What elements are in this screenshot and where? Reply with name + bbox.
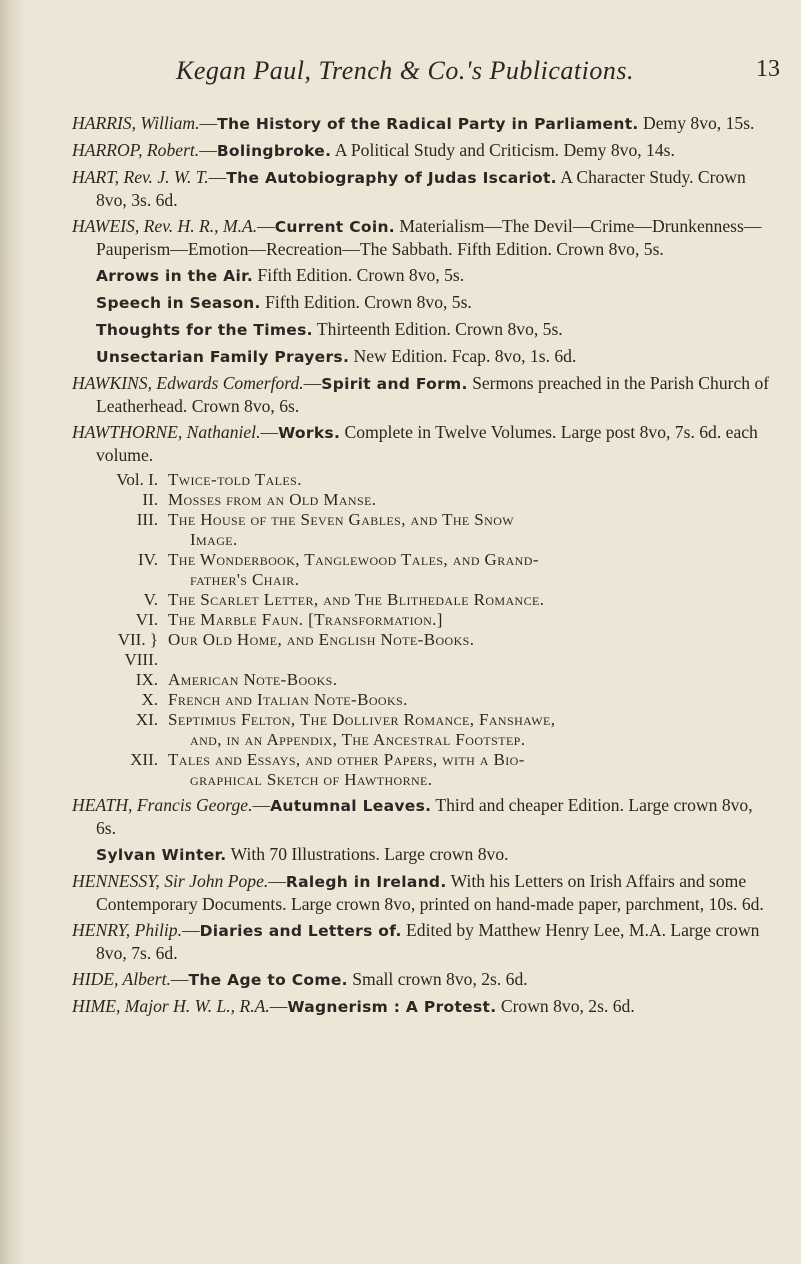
volume-row bbox=[96, 630, 777, 650]
volume-row bbox=[96, 490, 777, 510]
entry-title: Autumnal Leaves. bbox=[270, 797, 432, 815]
volume-row bbox=[96, 550, 777, 590]
entry-title: Ralegh in Ireland. bbox=[285, 873, 447, 891]
entry-haweis: HAWEIS, Rev. H. R., M.A.—Current Coin. Materialism—The Devil—Crime—Drunkenness—Pauperism—Emotion—Recreation—The Sabbath. Fifth Edition. Crown 8vo, 5s. bbox=[72, 216, 762, 259]
entry-author: HEATH, Francis George. bbox=[72, 795, 253, 815]
volume-number: VI. bbox=[135, 610, 158, 629]
entry-author: HART, Rev. J. W. T. bbox=[72, 167, 209, 187]
volume-row bbox=[96, 610, 777, 630]
entry-details: Fifth Edition. Crown 8vo, 5s. bbox=[257, 265, 465, 285]
volume-title: Twice-told Tales. bbox=[168, 470, 302, 489]
entry-author: HARRIS, William. bbox=[72, 113, 200, 133]
entry-title: The Age to Come. bbox=[188, 971, 348, 989]
volume-number: II. bbox=[142, 490, 158, 509]
entry-title: Arrows in the Air. bbox=[96, 267, 254, 285]
entry-details: New Edition. Fcap. 8vo, 1s. 6d. bbox=[353, 346, 577, 366]
entry-details: With his Letters on Irish Affairs and some Contemporary Documents. Large crown 8vo, printed on hand-made paper, parchment, 10s. 6d. bbox=[96, 871, 764, 914]
volume-number: IV. bbox=[138, 550, 158, 569]
entry-title: The Autobiography of Judas Iscariot. bbox=[226, 169, 557, 187]
entry-details: Thirteenth Edition. Crown 8vo, 5s. bbox=[316, 319, 563, 339]
entry-title: Bolingbroke. bbox=[216, 142, 332, 160]
entry-title: Works. bbox=[278, 424, 341, 442]
page-gutter-shadow bbox=[0, 0, 26, 1264]
entry-author: HAWTHORNE, Nathaniel. bbox=[72, 422, 261, 442]
entry-henry: HENRY, Philip.—Diaries and Letters of. Edited by Matthew Henry Lee, M.A. Large crown 8vo, 7s. 6d. bbox=[72, 920, 760, 963]
entry-haweis-prayers bbox=[72, 345, 777, 368]
entry-title: Diaries and Letters of. bbox=[199, 922, 402, 940]
volume-number: Vol. I. bbox=[116, 470, 158, 489]
entry-hawthorne: HAWTHORNE, Nathaniel.—Works. Complete in Twelve Volumes. Large post 8vo, 7s. 6d. each volume. bbox=[72, 422, 758, 465]
entry-title: Speech in Season. bbox=[96, 294, 261, 312]
entry-author: HAWEIS, Rev. H. R., M.A. bbox=[72, 216, 258, 236]
entry-details: Complete in Twelve Volumes. Large post 8vo, 7s. 6d. each volume. bbox=[96, 422, 758, 465]
entry-title: Spirit and Form. bbox=[321, 375, 468, 393]
entry-heath: HEATH, Francis George.—Autumnal Leaves. Third and cheaper Edition. Large crown 8vo, 6s. bbox=[72, 795, 753, 838]
volume-title: The Wonderbook, Tanglewood Tales, and Grand- bbox=[168, 550, 539, 569]
volume-title: The House of the Seven Gables, and The Snow bbox=[168, 510, 515, 529]
entry-title: Sylvan Winter. bbox=[96, 846, 227, 864]
volume-number: V. bbox=[143, 590, 158, 609]
entry-author: HAWKINS, Edwards Comerford. bbox=[72, 373, 304, 393]
entry-heath-sylvan bbox=[72, 843, 777, 866]
volume-number: VII. } bbox=[117, 630, 158, 649]
volume-number: X. bbox=[141, 690, 158, 709]
entry-details: A Political Study and Criticism. Demy 8vo, 14s. bbox=[334, 140, 675, 160]
page-number: 13 bbox=[756, 56, 780, 82]
entry-title: The History of the Radical Party in Parliament. bbox=[217, 115, 639, 133]
volume-row bbox=[96, 510, 777, 550]
entry-haweis-arrows bbox=[72, 264, 777, 287]
entry-harris: HARRIS, William.—The History of the Radical Party in Parliament. Demy 8vo, 15s. bbox=[72, 113, 755, 133]
volume-number: XII. bbox=[130, 750, 158, 769]
volume-title: The Scarlet Letter, and The Blithedale Romance. bbox=[168, 590, 545, 609]
volume-row bbox=[96, 690, 777, 710]
entry-hart: HART, Rev. J. W. T.—The Autobiography of Judas Iscariot. A Character Study. Crown 8vo, 3s. 6d. bbox=[72, 167, 746, 210]
catalogue-entries bbox=[72, 112, 777, 1022]
volume-number: XI. bbox=[135, 710, 158, 729]
entry-hennessy: HENNESSY, Sir John Pope.—Ralegh in Ireland. With his Letters on Irish Affairs and some Contemporary Documents. Large crown 8vo, printed on hand-made paper, parchment, 10s. 6d. bbox=[72, 871, 764, 914]
entry-details: Materialism—The Devil—Crime—Drunkenness—Pauperism—Emotion—Recreation—The Sabbath. Fifth Edition. Crown 8vo, 5s. bbox=[96, 216, 762, 259]
hawthorne-volume-list bbox=[72, 470, 777, 790]
entry-details: A Character Study. Crown 8vo, 3s. 6d. bbox=[96, 167, 746, 210]
entry-author: HARROP, Robert. bbox=[72, 140, 200, 160]
entry-details: With 70 Illustrations. Large crown 8vo. bbox=[230, 844, 509, 864]
entry-haweis-thoughts bbox=[72, 318, 777, 341]
volume-title-continued: father's Chair. bbox=[190, 570, 300, 589]
entry-title: Thoughts for the Times. bbox=[96, 321, 313, 339]
entry-details: Demy 8vo, 15s. bbox=[643, 113, 755, 133]
entry-details: Crown 8vo, 2s. 6d. bbox=[500, 996, 635, 1016]
volume-title-continued: and, in an Appendix, The Ancestral Footstep. bbox=[190, 730, 526, 749]
volume-title: Septimius Felton, The Dolliver Romance, Fanshawe, bbox=[168, 710, 556, 729]
entry-title: Unsectarian Family Prayers. bbox=[96, 348, 350, 366]
entry-author: HENNESSY, Sir John Pope. bbox=[72, 871, 269, 891]
entry-harrop: HARROP, Robert.—Bolingbroke. A Political Study and Criticism. Demy 8vo, 14s. bbox=[72, 140, 675, 160]
entry-details: Small crown 8vo, 2s. 6d. bbox=[352, 969, 528, 989]
entry-details: Edited by Matthew Henry Lee, M.A. Large crown 8vo, 7s. 6d. bbox=[96, 920, 760, 963]
volume-title: French and Italian Note-Books. bbox=[168, 690, 408, 709]
volume-row bbox=[96, 590, 777, 610]
entry-haweis-speech bbox=[72, 291, 777, 314]
volume-number: VIII. bbox=[124, 650, 158, 669]
volume-row bbox=[96, 750, 777, 790]
volume-row bbox=[96, 710, 777, 750]
volume-row bbox=[96, 470, 777, 490]
volume-title: Tales and Essays, and other Papers, with a Bio- bbox=[168, 750, 525, 769]
entry-hawkins: HAWKINS, Edwards Comerford.—Spirit and Form. Sermons preached in the Parish Church of Leatherhead. Crown 8vo, 6s. bbox=[72, 373, 770, 416]
entry-title: Wagnerism : A Protest. bbox=[287, 998, 497, 1016]
volume-title bbox=[168, 650, 777, 670]
volume-title: Our Old Home, and English Note-Books. bbox=[168, 630, 475, 649]
entry-hide: HIDE, Albert.—The Age to Come. Small crown 8vo, 2s. 6d. bbox=[72, 969, 528, 989]
entry-hime: HIME, Major H. W. L., R.A.—Wagnerism : A Protest. Crown 8vo, 2s. 6d. bbox=[72, 996, 635, 1016]
volume-number: IX. bbox=[135, 670, 158, 689]
entry-author: HIDE, Albert. bbox=[72, 969, 171, 989]
entry-details: Third and cheaper Edition. Large crown 8vo, 6s. bbox=[96, 795, 753, 838]
volume-title: Mosses from an Old Manse. bbox=[168, 490, 377, 509]
entry-details: Sermons preached in the Parish Church of Leatherhead. Crown 8vo, 6s. bbox=[96, 373, 770, 416]
entry-author: HIME, Major H. W. L., R.A. bbox=[72, 996, 270, 1016]
entry-title: Current Coin. bbox=[274, 218, 395, 236]
volume-number: III. bbox=[136, 510, 158, 529]
volume-title: The Marble Faun. [Transformation.] bbox=[168, 610, 443, 629]
running-title: Kegan Paul, Trench & Co.'s Publications. bbox=[176, 56, 634, 85]
running-head bbox=[120, 56, 780, 90]
volume-row bbox=[96, 670, 777, 690]
volume-title: American Note-Books. bbox=[168, 670, 338, 689]
entry-author: HENRY, Philip. bbox=[72, 920, 182, 940]
volume-title-continued: graphical Sketch of Hawthorne. bbox=[190, 770, 433, 789]
volume-row bbox=[96, 650, 777, 670]
volume-title-continued: Image. bbox=[190, 530, 238, 549]
entry-details: Fifth Edition. Crown 8vo, 5s. bbox=[265, 292, 472, 312]
